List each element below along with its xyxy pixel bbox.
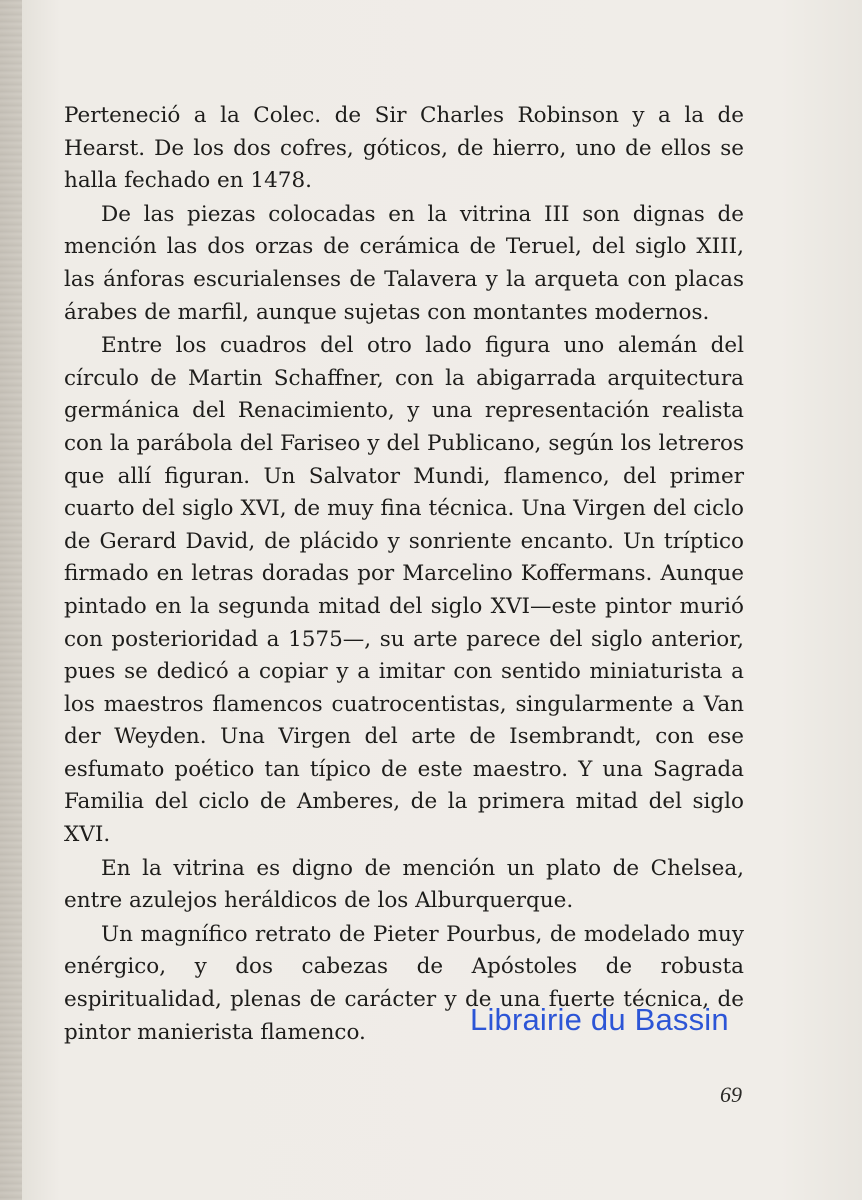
watermark-text: Librairie du Bassin: [470, 1002, 729, 1037]
page-gutter-edge: [0, 0, 22, 1200]
page-number: 69: [720, 1082, 742, 1107]
paragraph-1: Perteneció a la Colec. de Sir Charles Robinson y a la de Hearst. De los dos cofres, góticos, de hierro, uno de ellos se halla fechado en 1478.: [64, 103, 744, 194]
paragraph-4: En la vitrina es digno de mención un plato de Chelsea, entre azulejos heráldicos de los Alburquerque.: [64, 855, 744, 914]
paragraph-2: De las piezas colocadas en la vitrina III son dignas de mención las dos orzas de cerámica de Teruel, del siglo XIII, las ánforas escurialenses de Talavera y la arqueta con placas árabes de marfil, aunque sujetas con montantes modernos.: [64, 201, 744, 325]
paragraph-3: Entre los cuadros del otro lado figura uno alemán del círculo de Martin Schaffner, con la abigarrada arquitectura germánica del Renacimiento, y una representación realista con la parábola del Fariseo y del Publicano, según los letreros que allí figuran. Un Salvator Mundi, flamenco, del primer cuarto del siglo XVI, de muy fina técnica. Una Virgen del ciclo de Gerard David, de plácido y sonriente encanto. Un tríptico firmado en letras doradas por Marcelino Koffermans. Aunque pintado en la segunda mitad del siglo XVI—este pintor murió con posterioridad a 1575—, su arte parece del siglo anterior, pues se dedicó a copiar y a imitar con sentido miniaturista a los maestros flamencos cuatrocentistas, singularmente a Van der Weyden. Una Virgen del arte de Isembrandt, con ese esfumato poético tan típico de este maestro. Y una Sagrada Familia del ciclo de Amberes, de la primera mitad del siglo XVI.: [64, 333, 744, 848]
paragraph-5: Un magnífico retrato de Pieter Pourbus, de modelado muy enérgico, y dos cabezas de Apóstoles de robusta espiritualidad, plenas de carácter y de una fuerte técnica, de pintor manierista flamenco.: [64, 921, 744, 1045]
body-text: [64, 100, 744, 1049]
